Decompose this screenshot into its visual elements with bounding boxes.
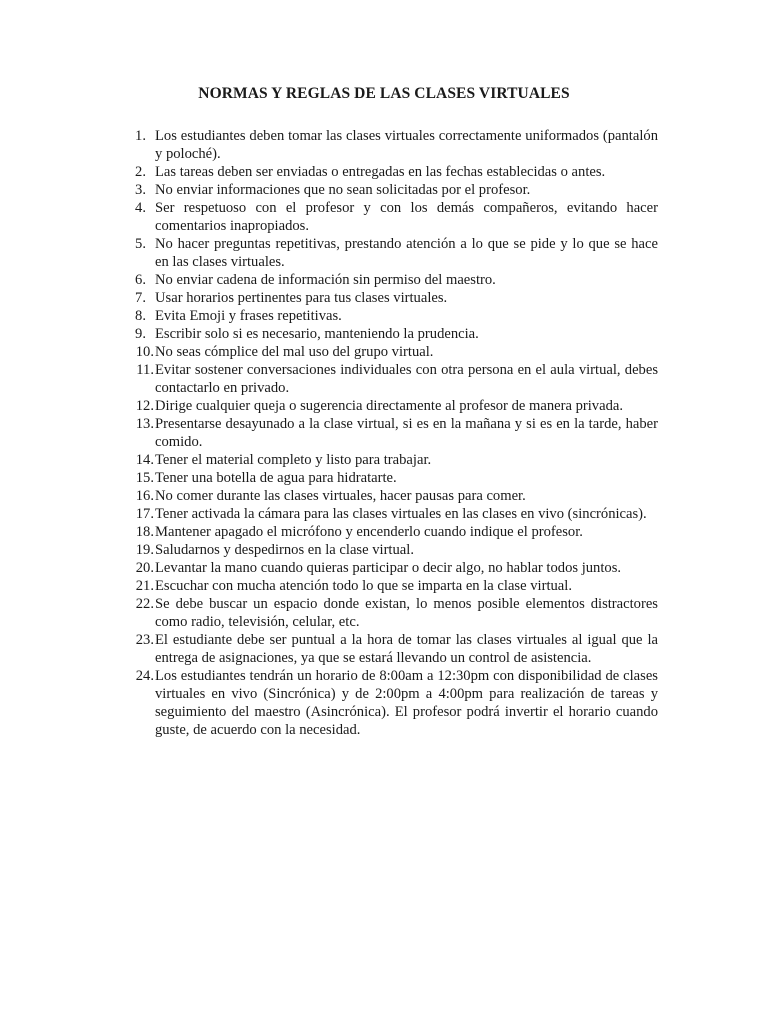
rule-text: Se debe buscar un espacio donde existan, lo menos posible elementos distractores como radio, televisión, celular, etc. (155, 596, 658, 630)
rule-item (110, 199, 658, 235)
rule-text: Saludarnos y despedirnos en la clase virtual. (155, 542, 414, 558)
rule-number: 5. (135, 236, 146, 252)
rule-item (110, 127, 658, 163)
rule-text: Presentarse desayunado a la clase virtual, si es en la mañana y si es en la tarde, haber comido. (155, 416, 658, 450)
rule-text: Levantar la mano cuando quieras participar o decir algo, no hablar todos juntos. (155, 560, 622, 576)
rule-text: Mantener apagado el micrófono y encenderlo cuando indique el profesor. (155, 524, 583, 540)
rule-item (110, 289, 658, 307)
rules-list (110, 127, 658, 739)
rule-number: 6. (135, 272, 146, 288)
rule-text: Las tareas deben ser enviadas o entregadas en las fechas establecidas o antes. (155, 164, 606, 180)
rule-number: 2. (135, 164, 146, 180)
rule-item (110, 343, 658, 361)
rule-number: 20. (135, 560, 154, 576)
rule-number: 17. (135, 506, 154, 522)
rule-number: 14. (135, 452, 154, 468)
rule-item (110, 631, 658, 667)
rule-text: Escuchar con mucha atención todo lo que se imparta en la clase virtual. (155, 578, 572, 594)
rule-number: 24. (135, 668, 154, 684)
rule-number: 9. (135, 326, 146, 342)
rule-item (110, 595, 658, 631)
rule-text: El estudiante debe ser puntual a la hora de tomar las clases virtuales al igual que la entrega de asignaciones, ya que se estará llevando un control de asistencia. (155, 632, 658, 666)
rule-item (110, 271, 658, 289)
rule-text: Ser respetuoso con el profesor y con los demás compañeros, evitando hacer comentarios inapropiados. (155, 200, 658, 234)
rule-item (110, 325, 658, 343)
rule-text: Los estudiantes deben tomar las clases virtuales correctamente uniformados (pantalón y poloché). (155, 128, 658, 162)
rule-item (110, 577, 658, 595)
rule-text: Tener una botella de agua para hidratarte. (155, 470, 397, 486)
rule-item (110, 361, 658, 397)
rule-item (110, 307, 658, 325)
rule-text: No seas cómplice del mal uso del grupo virtual. (155, 344, 434, 360)
rule-number: 15. (135, 470, 154, 486)
rule-text: Escribir solo si es necesario, manteniendo la prudencia. (155, 326, 479, 342)
rule-number: 19. (135, 542, 154, 558)
document-page (110, 84, 658, 739)
rule-number: 8. (135, 308, 146, 324)
rule-number: 7. (135, 290, 146, 306)
rule-item (110, 397, 658, 415)
rule-item (110, 487, 658, 505)
rule-number: 18. (135, 524, 154, 540)
rule-item (110, 523, 658, 541)
rule-text: No comer durante las clases virtuales, hacer pausas para comer. (155, 488, 526, 504)
rule-text: Evitar sostener conversaciones individuales con otra persona en el aula virtual, debes contactarlo en privado. (155, 362, 658, 396)
rule-number: 11. (136, 362, 154, 378)
rule-number: 21. (135, 578, 154, 594)
rule-number: 13. (135, 416, 154, 432)
rule-text: No enviar cadena de información sin permiso del maestro. (155, 272, 496, 288)
rule-item (110, 469, 658, 487)
document-title: NORMAS Y REGLAS DE LAS CLASES VIRTUALES (198, 85, 570, 102)
rule-item (110, 505, 658, 523)
rule-item (110, 451, 658, 469)
rule-text: No enviar informaciones que no sean solicitadas por el profesor. (155, 182, 531, 198)
rule-item (110, 181, 658, 199)
rule-number: 12. (135, 398, 154, 414)
rule-number: 22. (135, 596, 154, 612)
rule-text: Evita Emoji y frases repetitivas. (155, 308, 342, 324)
rule-item (110, 235, 658, 271)
rule-text: Dirige cualquier queja o sugerencia directamente al profesor de manera privada. (155, 398, 623, 414)
rule-item (110, 667, 658, 739)
rule-number: 10. (135, 344, 154, 360)
rule-number: 4. (135, 200, 146, 216)
rule-item (110, 163, 658, 181)
rule-number: 16. (135, 488, 154, 504)
rule-item (110, 541, 658, 559)
rule-text: Tener el material completo y listo para trabajar. (155, 452, 432, 468)
rule-text: Los estudiantes tendrán un horario de 8:00am a 12:30pm con disponibilidad de clases virtuales en vivo (Sincrónica) y de 2:00pm a 4:00pm para realización de tareas y seguimiento del maestro (Asincrónica). El profesor podrá invertir el horario cuando guste, de acuerdo con la necesidad. (155, 668, 658, 738)
rule-item (110, 415, 658, 451)
rule-number: 23. (135, 632, 154, 648)
rule-text: Usar horarios pertinentes para tus clases virtuales. (155, 290, 448, 306)
rule-text: Tener activada la cámara para las clases virtuales en las clases en vivo (sincrónicas). (155, 506, 647, 522)
rule-number: 3. (135, 182, 146, 198)
rule-text: No hacer preguntas repetitivas, prestando atención a lo que se pide y lo que se hace en las clases virtuales. (155, 236, 658, 270)
rule-number: 1. (135, 128, 146, 144)
rule-item (110, 559, 658, 577)
